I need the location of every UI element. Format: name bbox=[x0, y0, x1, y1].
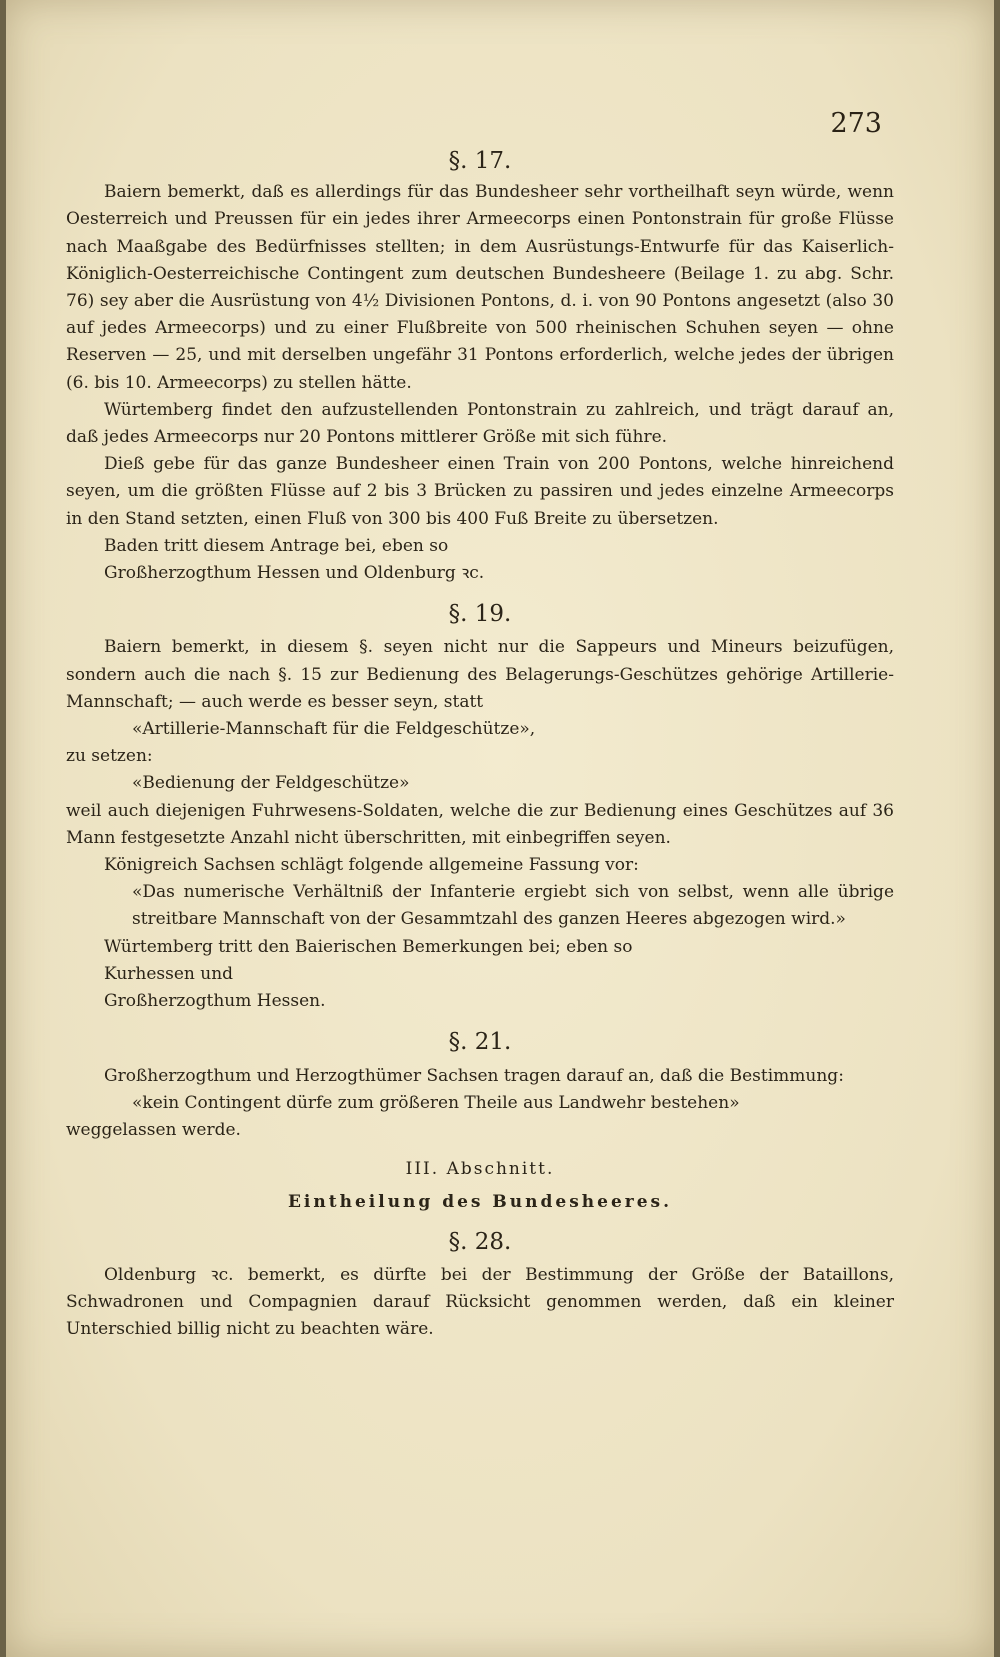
quotation: «Das numerische Verhältniß der Infanterie ergiebt sich von selbst, wenn alle übrige streitbare Mannschaft von der Gesammtzahl des ganzen Heeres abgezogen wird.» bbox=[132, 882, 894, 930]
chapter-heading: III. Abschnitt. bbox=[405, 1159, 555, 1180]
paragraph: Würtemberg tritt den Baierischen Bemerkungen bei; eben so bbox=[104, 936, 633, 957]
quotation: «Artillerie-Mannschaft für die Feldgeschütze», bbox=[132, 719, 536, 740]
paragraph: weggelassen werde. bbox=[66, 1119, 241, 1140]
section-heading: §. 21. bbox=[448, 1029, 512, 1056]
paragraph: Großherzogthum Hessen. bbox=[104, 991, 326, 1012]
chapter-subheading: Eintheilung des Bundesheeres. bbox=[287, 1192, 673, 1213]
paragraph: Großherzogthum und Herzogthümer Sachsen tragen darauf an, daß die Bestimmung: bbox=[104, 1065, 844, 1086]
paragraph: Dieß gebe für das ganze Bundesheer einen Train von 200 Pontons, welche hinreichend seyen, um die größten Flüsse auf 2 bis 3 Brücken zu passiren und jedes einzelne Armeecorps in den Stand setzten, einen Fluß von 300 bis 400 Fuß Breite zu übersetzen. bbox=[66, 454, 894, 529]
paragraph: Königreich Sachsen schlägt folgende allgemeine Fassung vor: bbox=[104, 855, 639, 876]
section-heading: §. 17. bbox=[448, 148, 512, 174]
paragraph: zu setzen: bbox=[66, 746, 153, 767]
section-heading: §. 28. bbox=[448, 1228, 512, 1255]
paragraph: weil auch diejenigen Fuhrwesens-Soldaten, welche die zur Bedienung eines Geschützes auf 36 Mann festgesetzte Anzahl nicht überschritten, mit einbegriffen seyen. bbox=[66, 800, 894, 848]
paragraph: Baiern bemerkt, daß es allerdings für das Bundesheer sehr vortheilhaft seyn würde, wenn Oesterreich und Preussen für ein jedes ihrer Armeecorps einen Pontonstrain für große Flüsse nach Maaßgabe des Bedürfnisses stellten; in dem Ausrüstungs-Entwurfe für das Kaiserlich-Königlich-Oesterreichische Contingent zum deutschen Bundesheere (Beilage 1. zu abg. Schr. 76) sey aber die Ausrüstung von 4½ Divisionen Pontons, d. i. von 90 Pontons angesetzt (also 30 auf jedes Armeecorps) und zu einer Flußbreite von 500 rheinischen Schuhen seyen — ohne Reserven — 25, und mit derselben ungefähr 31 Pontons erforderlich, welche jedes der übrigen (6. bis 10. Armeecorps) zu stellen hätte. bbox=[66, 182, 894, 393]
paragraph: Baiern bemerkt, in diesem §. seyen nicht nur die Sappeurs und Mineurs beizufügen, sondern auch die nach §. 15 zur Bedienung des Belagerungs-Geschützes gehörige Artillerie-Mannschaft; — auch werde es besser seyn, statt bbox=[66, 637, 894, 712]
paragraph: Baden tritt diesem Antrage bei, eben so bbox=[104, 535, 449, 556]
paragraph: Oldenburg ꝛc. bemerkt, es dürfte bei der Bestimmung der Größe der Bataillons, Schwadronen und Compagnien darauf Rücksicht genommen werden, daß ein kleiner Unterschied billig nicht zu beachten wäre. bbox=[66, 1264, 894, 1340]
quotation: «kein Contingent dürfe zum größeren Theile aus Landwehr bestehen» bbox=[132, 1092, 740, 1113]
paragraph: Würtemberg findet den aufzustellenden Pontonstrain zu zahlreich, und trägt darauf an, daß jedes Armeecorps nur 20 Pontons mittlerer Größe mit sich führe. bbox=[66, 399, 894, 448]
book-page bbox=[6, 0, 994, 1657]
paragraph: Kurhessen und bbox=[104, 963, 234, 984]
paragraph: Großherzogthum Hessen und Oldenburg ꝛc. bbox=[104, 563, 485, 584]
page-text bbox=[66, 148, 894, 1343]
quotation: «Bedienung der Feldgeschütze» bbox=[132, 773, 410, 794]
section-heading: §. 19. bbox=[448, 601, 512, 628]
page-number: 273 bbox=[830, 108, 882, 139]
